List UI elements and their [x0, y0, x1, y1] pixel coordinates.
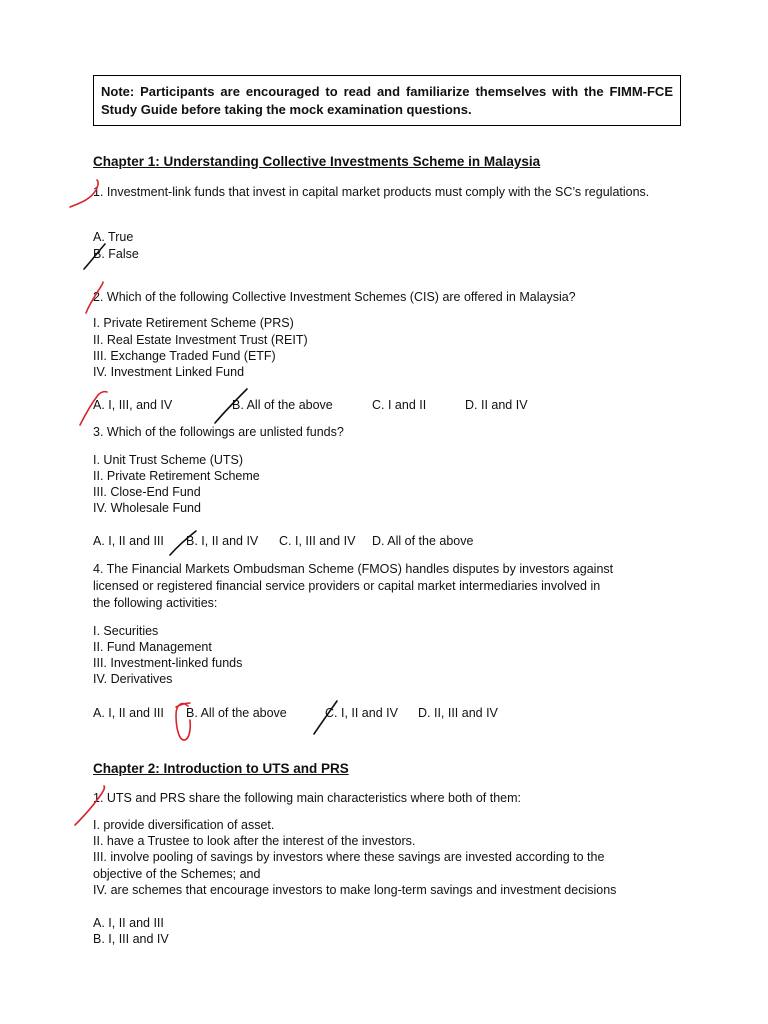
ch1-q4-line-1: 4. The Financial Markets Ombudsman Scheme (FMOS) handles disputes by investors against	[93, 562, 614, 576]
chapter-1-heading: Chapter 1: Understanding Collective Investments Scheme in Malaysia	[93, 154, 541, 169]
ch2-q1-question: 1. UTS and PRS share the following main characteristics where both of them:	[93, 791, 521, 805]
ch1-q3-item-2: II. Private Retirement Scheme	[93, 469, 260, 483]
ch2-q1-item-2: II. have a Trustee to look after the interest of the investors.	[93, 834, 416, 848]
ch1-q2-option-b: B. All of the above	[232, 398, 333, 412]
ch1-q3-question: 3. Which of the followings are unlisted funds?	[93, 425, 344, 439]
ch1-q3-option-a: A. I, II and III	[93, 534, 164, 548]
ch1-q3-item-1: I. Unit Trust Scheme (UTS)	[93, 453, 244, 467]
ch2-q1-item-1: I. provide diversification of asset.	[93, 818, 275, 832]
ch2-q1-item-4: IV. are schemes that encourage investors to make long-term savings and investment decisions	[93, 883, 617, 897]
ch1-q2-item-1: I. Private Retirement Scheme (PRS)	[93, 316, 294, 330]
ch1-q4-line-3: the following activities:	[93, 596, 218, 610]
note-box: Note: Participants are encouraged to read and familiarize themselves with the FIMM-FCE Study Guide before taking the mock examination questions.	[93, 75, 681, 126]
ch1-q3-option-b: B. I, II and IV	[186, 534, 259, 548]
ch1-q3-item-3: III. Close-End Fund	[93, 485, 201, 499]
ch2-q1-option-a: A. I, II and III	[93, 916, 164, 930]
ch1-q1-text	[93, 184, 673, 201]
ch1-q2-question: 2. Which of the following Collective Investment Schemes (CIS) are offered in Malaysia?	[93, 290, 576, 304]
ch1-q2-option-c: C. I and II	[372, 398, 427, 412]
ch1-q4-item-1: I. Securities	[93, 624, 159, 638]
ch2-q1-item-3-cont: objective of the Schemes; and	[93, 867, 261, 881]
ch1-q4-line-2: licensed or registered financial service providers or capital market intermediaries involved in	[93, 579, 601, 593]
chapter-2-heading: Chapter 2: Introduction to UTS and PRS	[93, 761, 349, 776]
ch1-q4-option-a: A. I, II and III	[93, 706, 164, 720]
ch1-q4-item-3: III. Investment-linked funds	[93, 656, 243, 670]
ch1-q1-option-a: A. True	[93, 230, 134, 244]
ch1-q2-option-a: A. I, III, and IV	[93, 398, 173, 412]
ch1-q3-item-4: IV. Wholesale Fund	[93, 501, 201, 515]
ch1-q2-item-3: III. Exchange Traded Fund (ETF)	[93, 349, 276, 363]
ch1-q3-option-c: C. I, III and IV	[279, 534, 356, 548]
ch1-q2-item-4: IV. Investment Linked Fund	[93, 365, 245, 379]
ch1-q4-option-b: B. All of the above	[186, 706, 287, 720]
ch2-q1-option-b: B. I, III and IV	[93, 932, 169, 946]
ch1-q2-option-d: D. II and IV	[465, 398, 528, 412]
ch1-q1-question: 1. Investment-link funds that invest in capital market products must comply with the SC’s regulations.	[93, 185, 650, 199]
ch1-q3-option-d: D. All of the above	[372, 534, 474, 548]
ch2-q1-item-3: III. involve pooling of savings by investors where these savings are invested according to the	[93, 850, 605, 864]
ch1-q2-item-2: II. Real Estate Investment Trust (REIT)	[93, 333, 308, 347]
ch1-q4-option-d: D. II, III and IV	[418, 706, 498, 720]
ch1-q4-item-4: IV. Derivatives	[93, 672, 173, 686]
ch1-q1-option-b: B. False	[93, 247, 139, 261]
ch1-q4-item-2: II. Fund Management	[93, 640, 212, 654]
ch1-q4-option-c: C. I, II and IV	[325, 706, 398, 720]
